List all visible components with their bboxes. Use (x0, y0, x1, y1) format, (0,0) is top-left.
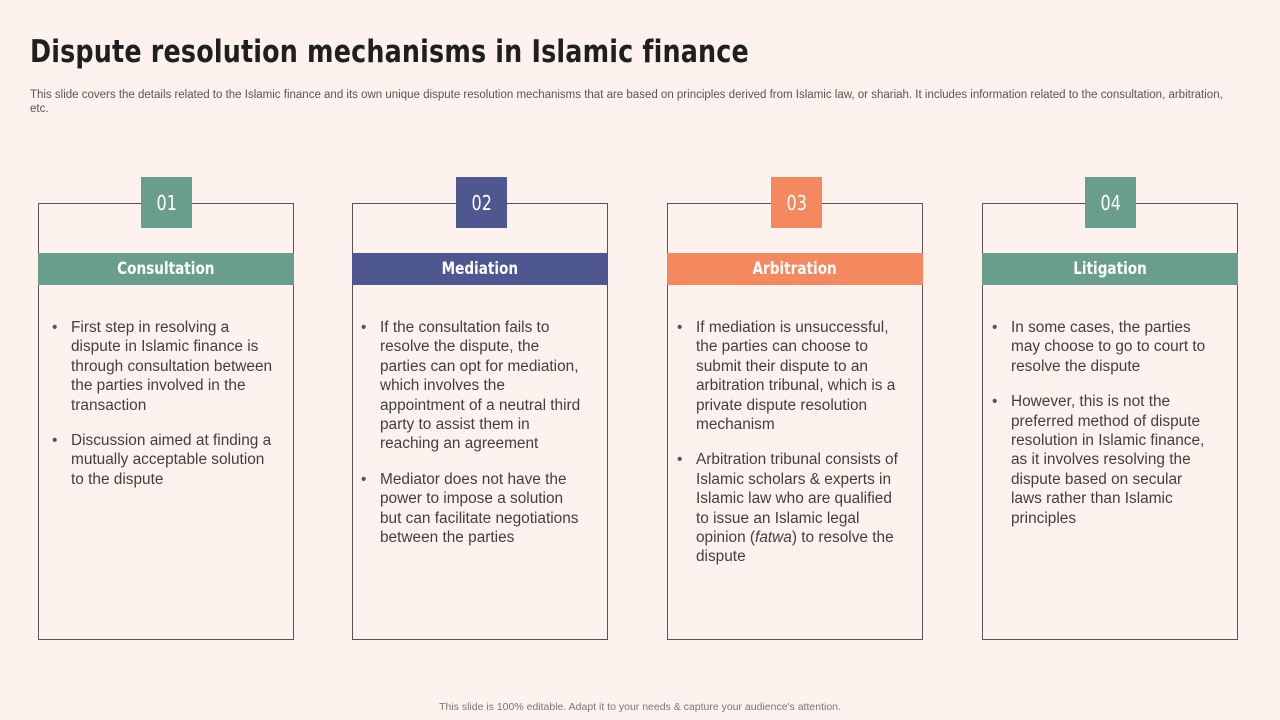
slide-subtitle: This slide covers the details related to the Islamic finance and its own unique dispute resolution mechanisms that are based on principles derived from Islamic law, or shariah. It includes information related to the consultation, arbitration, etc. (30, 89, 1223, 115)
list-item: • However, this is not the preferred method of dispute resolution in Islamic finance, as it involves resolving the dispute based on secular laws rather than Islamic principles (992, 392, 1214, 528)
card-heading: Arbitration (752, 259, 838, 279)
number-badge-02 (456, 177, 507, 228)
slide-title: Dispute resolution mechanisms in Islamic finance (30, 34, 749, 70)
list-item: • First step in resolving a dispute in Islamic finance is through consultation between the parties involved in the transaction (52, 318, 274, 415)
list-item (677, 450, 899, 566)
heading-band-consultation (38, 253, 294, 285)
card-heading: Consultation (117, 259, 215, 279)
list-item: • If the consultation fails to resolve the dispute, the parties can opt for mediation, which involves the appointment of a neutral third party to assist them in reaching an agreement (361, 318, 583, 454)
bullet-list-arbitration (677, 318, 899, 583)
list-item: • If mediation is unsuccessful, the parties can choose to submit their dispute to an arbitration tribunal, which is a private dispute resolution mechanism (677, 318, 899, 434)
bullet-list-mediation (361, 318, 583, 563)
bullet-text-italic: fatwa (755, 529, 792, 547)
heading-band-mediation (352, 253, 608, 285)
card-heading: Mediation (441, 259, 519, 279)
card-heading: Litigation (1073, 259, 1147, 279)
bullet-list-consultation (52, 318, 274, 505)
bullet-text: Arbitration tribunal consists of Islamic scholars & experts in Islamic law who are qualified to issue an Islamic legal opinion ( (696, 451, 898, 547)
number-badge-04 (1085, 177, 1136, 228)
number-badge-03 (771, 177, 822, 228)
number-label: 02 (471, 190, 492, 215)
bullet-list-litigation (992, 318, 1214, 544)
number-label: 03 (786, 190, 807, 215)
bullet-text: ) to resolve the dispute (696, 529, 894, 566)
heading-band-arbitration (667, 253, 923, 285)
number-label: 04 (1100, 190, 1121, 215)
number-label: 01 (156, 190, 177, 215)
number-badge-01 (141, 177, 192, 228)
slide-footer: This slide is 100% editable. Adapt it to your needs & capture your audience's attention. (439, 701, 841, 713)
list-item: • Mediator does not have the power to impose a solution but can facilitate negotiations between the parties (361, 470, 583, 548)
list-item: • Discussion aimed at finding a mutually acceptable solution to the dispute (52, 431, 274, 489)
heading-band-litigation (982, 253, 1238, 285)
list-item: • In some cases, the parties may choose to go to court to resolve the dispute (992, 318, 1214, 376)
